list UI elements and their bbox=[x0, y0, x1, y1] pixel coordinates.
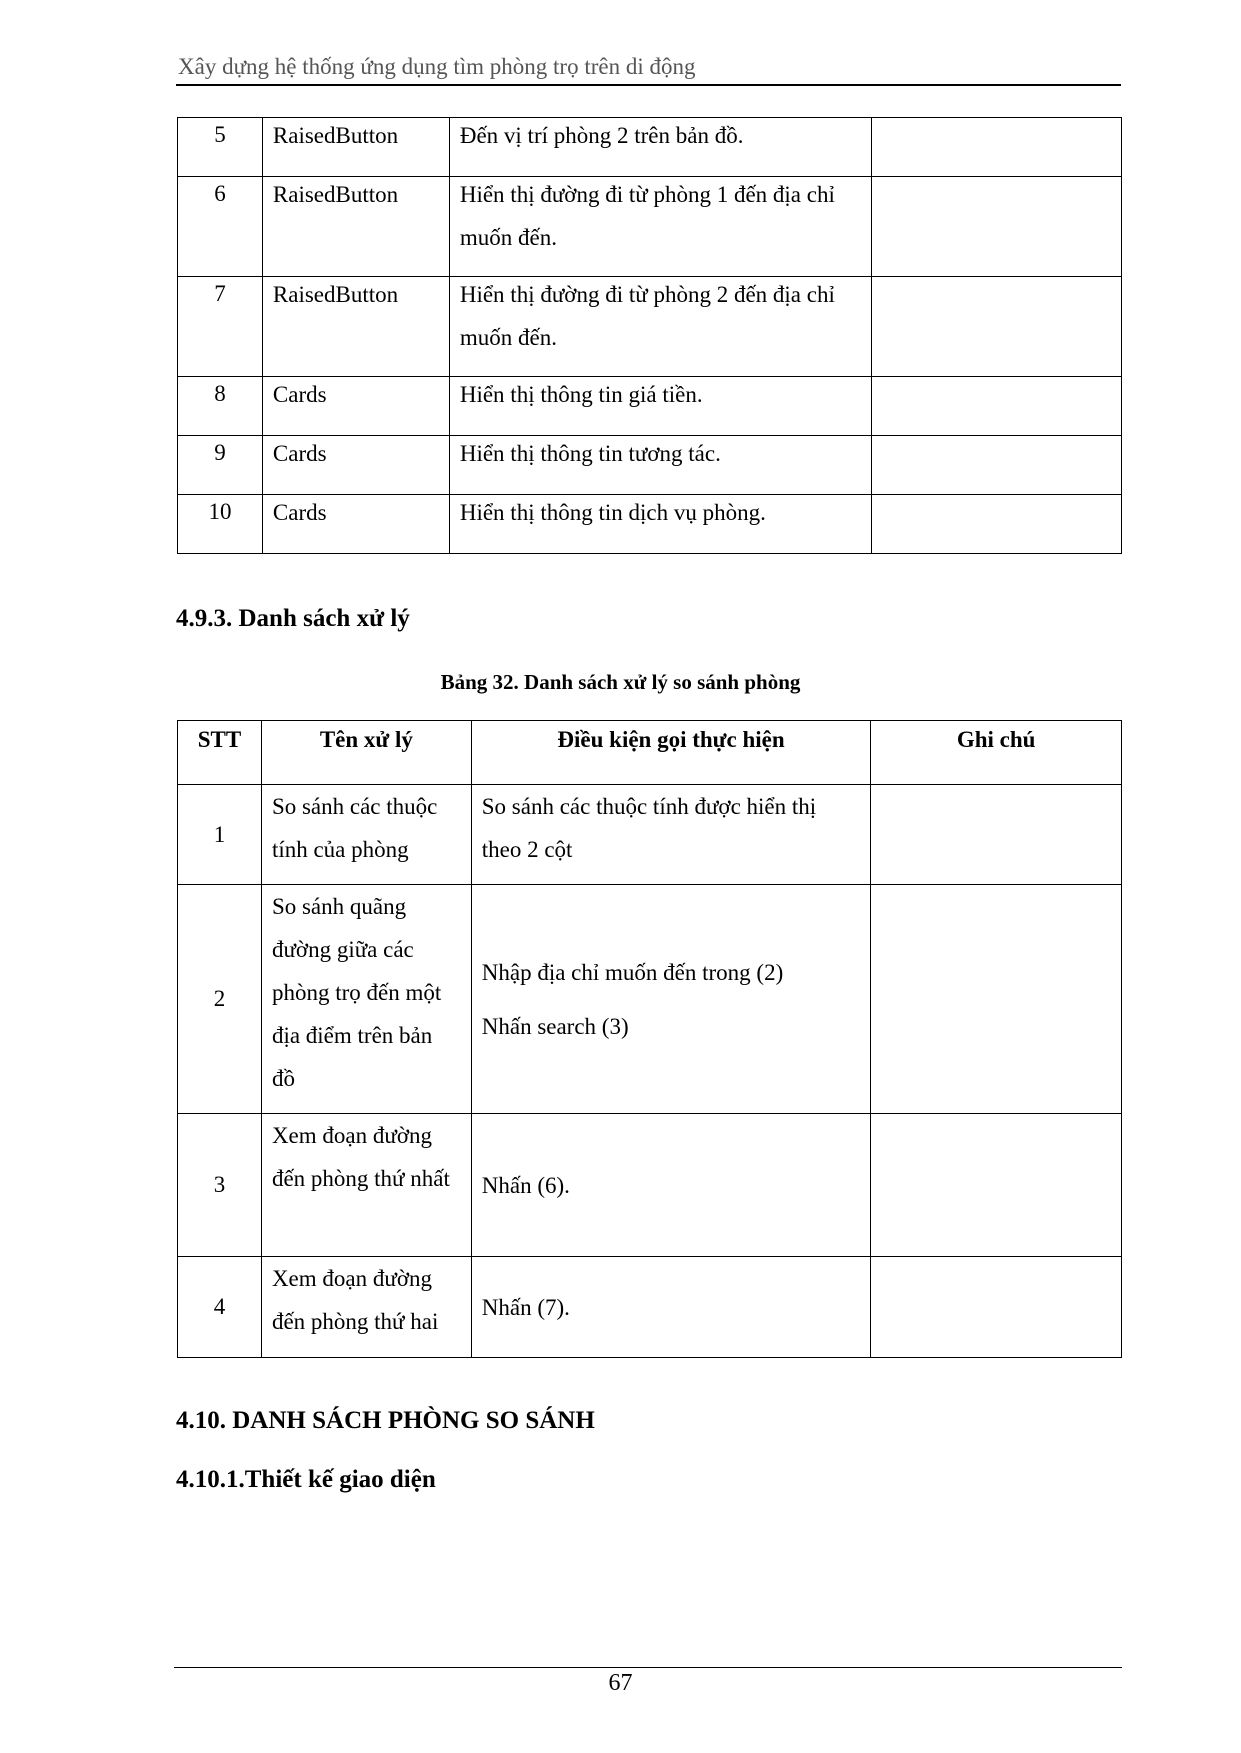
process-name: Xem đoạn đường đến phòng thứ nhất bbox=[261, 1114, 471, 1257]
component-name: RaisedButton bbox=[262, 277, 449, 377]
row-number: 4 bbox=[178, 1257, 262, 1358]
row-number: 5 bbox=[178, 118, 263, 177]
process-condition: Nhấn (6). bbox=[471, 1114, 871, 1257]
component-name: RaisedButton bbox=[262, 177, 449, 277]
footer-rule bbox=[174, 1667, 1122, 1668]
processing-table bbox=[177, 720, 1122, 1358]
component-desc: Hiển thị đường đi từ phòng 1 đến địa chỉ muốn đến. bbox=[449, 177, 872, 277]
section-heading-4-10-1: 4.10.1.Thiết kế giao diện bbox=[176, 1466, 436, 1493]
component-note bbox=[872, 277, 1122, 377]
process-name: So sánh quãng đường giữa các phòng trọ đến một địa điểm trên bản đồ bbox=[261, 885, 471, 1114]
component-name: Cards bbox=[262, 436, 449, 495]
process-name: Xem đoạn đường đến phòng thứ hai bbox=[261, 1257, 471, 1358]
component-note bbox=[872, 495, 1122, 554]
table-header-row bbox=[178, 721, 1122, 785]
header-note: Ghi chú bbox=[871, 721, 1122, 785]
row-number: 1 bbox=[178, 785, 262, 885]
component-desc: Hiển thị thông tin dịch vụ phòng. bbox=[449, 495, 872, 554]
row-number: 9 bbox=[178, 436, 263, 495]
component-name: Cards bbox=[262, 495, 449, 554]
process-note bbox=[871, 885, 1122, 1114]
process-condition: Nhập địa chỉ muốn đến trong (2) Nhấn search (3) bbox=[471, 885, 871, 1114]
component-desc: Hiển thị thông tin tương tác. bbox=[449, 436, 872, 495]
page-number: 67 bbox=[608, 1670, 633, 1696]
row-number: 8 bbox=[178, 377, 263, 436]
header-title: Xây dựng hệ thống ứng dụng tìm phòng trọ trên di động bbox=[178, 54, 696, 79]
table-row bbox=[178, 177, 1122, 277]
table-row bbox=[178, 1114, 1122, 1257]
component-desc: Hiển thị đường đi từ phòng 2 đến địa chỉ muốn đến. bbox=[449, 277, 872, 377]
section-heading-4-10: 4.10. DANH SÁCH PHÒNG SO SÁNH bbox=[176, 1407, 595, 1434]
component-note bbox=[872, 118, 1122, 177]
table-row bbox=[178, 118, 1122, 177]
page-header bbox=[176, 52, 1121, 86]
header-condition: Điều kiện gọi thực hiện bbox=[471, 721, 871, 785]
component-desc: Hiển thị thông tin giá tiền. bbox=[449, 377, 872, 436]
component-name: RaisedButton bbox=[262, 118, 449, 177]
row-number: 3 bbox=[178, 1114, 262, 1257]
header-name: Tên xử lý bbox=[261, 721, 471, 785]
table-row bbox=[178, 436, 1122, 495]
process-condition: So sánh các thuộc tính được hiển thị theo 2 cột bbox=[471, 785, 871, 885]
table-row bbox=[178, 1257, 1122, 1358]
row-number: 10 bbox=[178, 495, 263, 554]
process-condition: Nhấn (7). bbox=[471, 1257, 871, 1358]
component-table bbox=[177, 117, 1122, 554]
process-name: So sánh các thuộc tính của phòng bbox=[261, 785, 471, 885]
process-note bbox=[871, 785, 1122, 885]
table-row bbox=[178, 277, 1122, 377]
header-stt: STT bbox=[178, 721, 262, 785]
table-row bbox=[178, 785, 1122, 885]
row-number: 2 bbox=[178, 885, 262, 1114]
component-note bbox=[872, 377, 1122, 436]
component-desc: Đến vị trí phòng 2 trên bản đồ. bbox=[449, 118, 872, 177]
process-note bbox=[871, 1257, 1122, 1358]
table-row bbox=[178, 495, 1122, 554]
section-heading-4-9-3: 4.9.3. Danh sách xử lý bbox=[176, 605, 410, 632]
component-name: Cards bbox=[262, 377, 449, 436]
row-number: 7 bbox=[178, 277, 263, 377]
process-note bbox=[871, 1114, 1122, 1257]
table-row bbox=[178, 377, 1122, 436]
component-note bbox=[872, 436, 1122, 495]
component-note bbox=[872, 177, 1122, 277]
table-row bbox=[178, 885, 1122, 1114]
table-caption: Bảng 32. Danh sách xử lý so sánh phòng bbox=[440, 670, 801, 694]
row-number: 6 bbox=[178, 177, 263, 277]
